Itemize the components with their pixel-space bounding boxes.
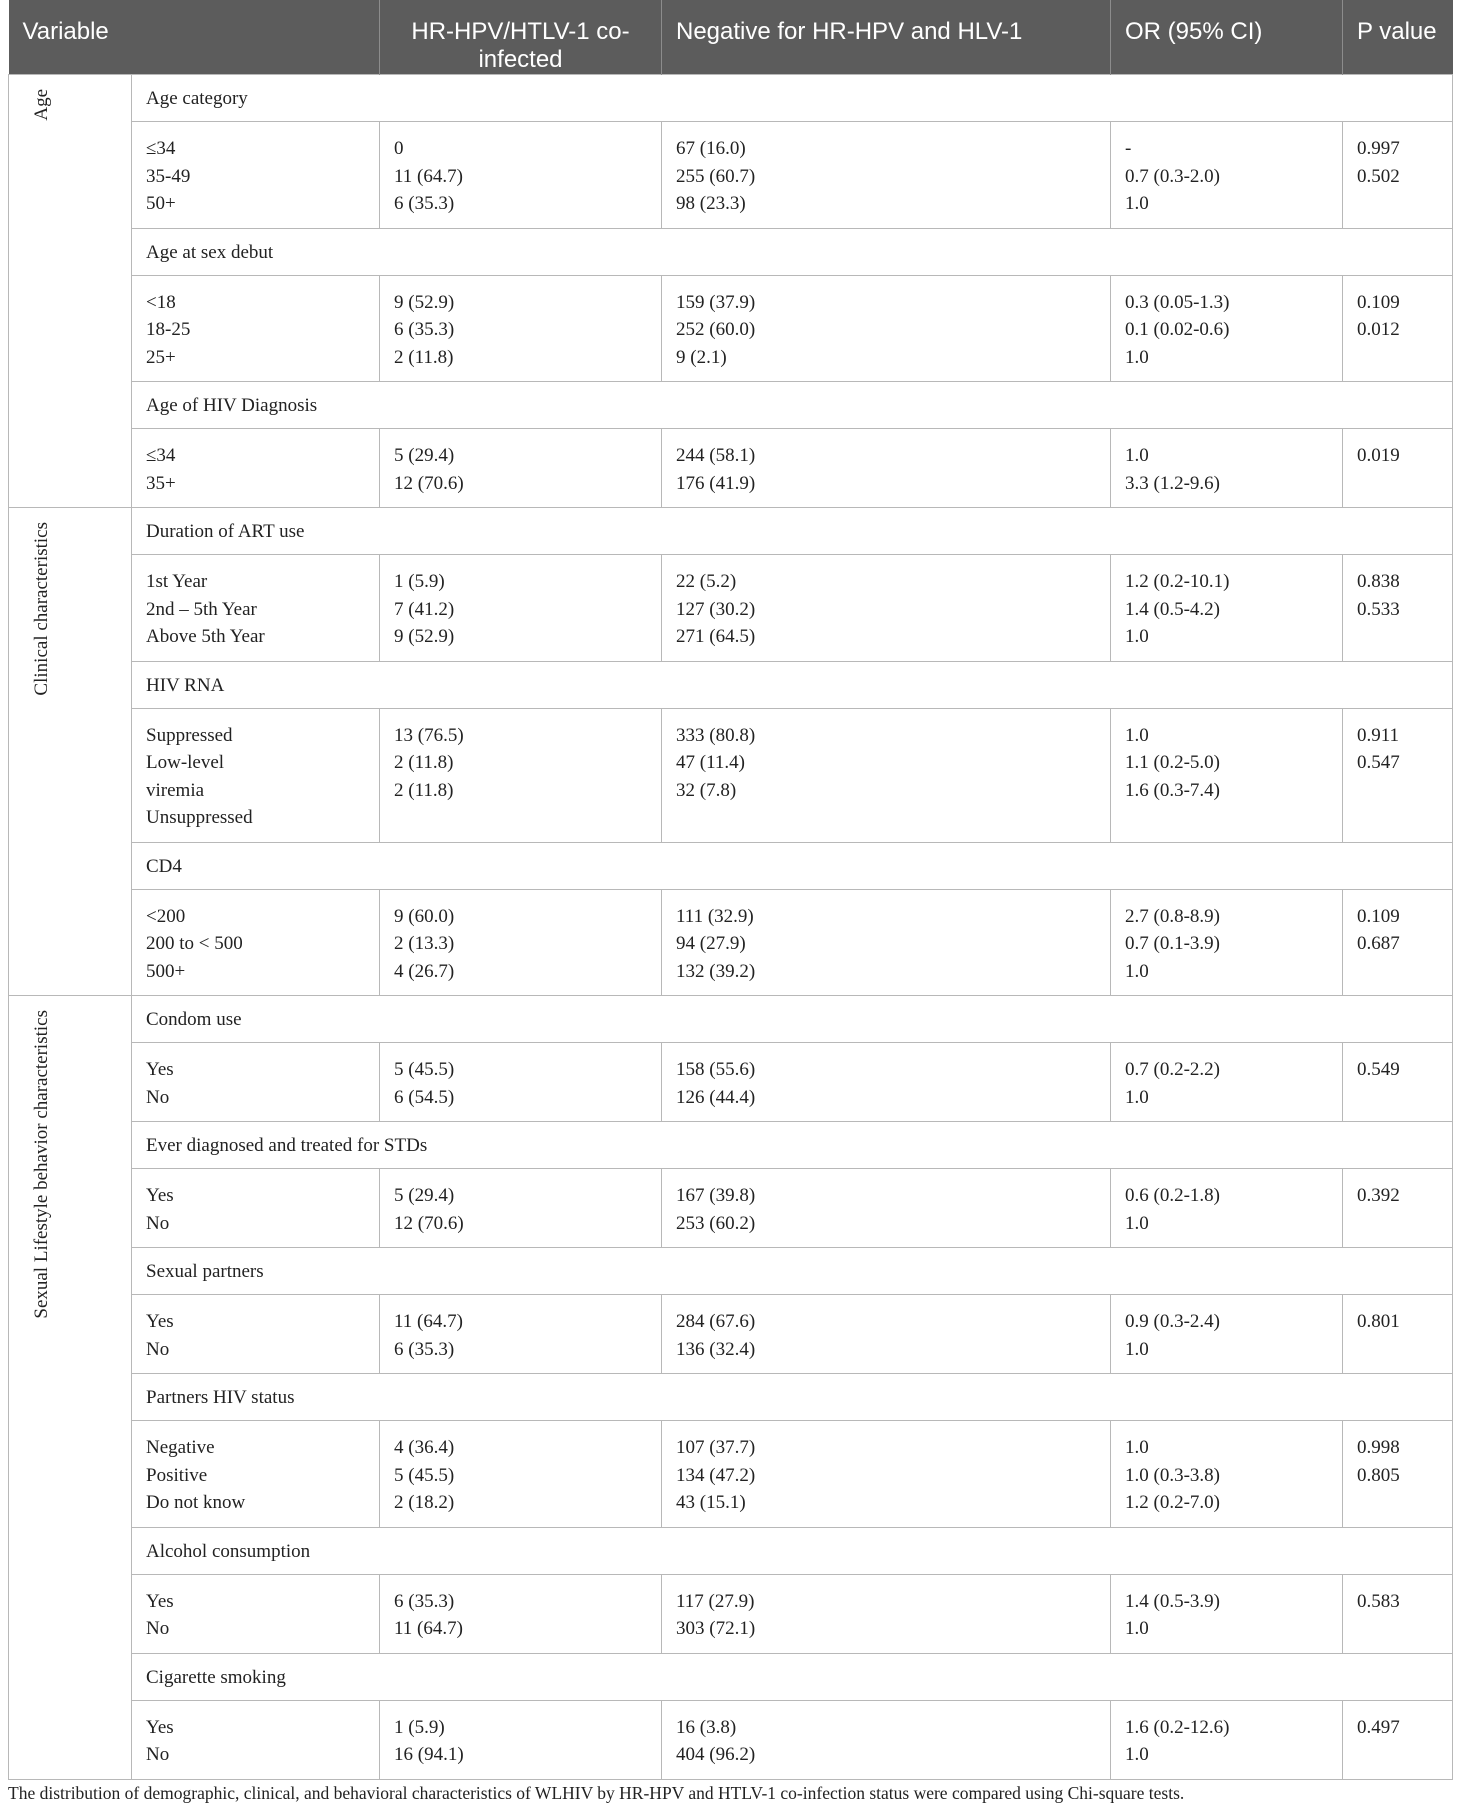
or-cell xyxy=(1111,555,1343,662)
table-value: <18 xyxy=(146,291,176,313)
table-value: 2 (11.8) xyxy=(394,346,454,368)
p-value-cell xyxy=(1343,708,1453,842)
table-value: No xyxy=(146,1618,170,1639)
section-label: Age xyxy=(31,89,52,121)
table-value: 12 (70.6) xyxy=(394,472,464,494)
table-value: 2.7 (0.8-8.9) xyxy=(1125,905,1220,927)
table-value: 9 (60.0) xyxy=(394,905,455,927)
p-value-cell xyxy=(1343,1574,1453,1653)
co-infected-cell xyxy=(380,889,662,996)
table-value xyxy=(1357,777,1438,805)
p-value-cell xyxy=(1343,1295,1453,1374)
header-variable: Variable xyxy=(9,0,380,75)
table-value: 5 (29.4) xyxy=(394,1185,455,1206)
group-values-row xyxy=(9,1421,1453,1528)
table-value xyxy=(1357,804,1438,832)
table-value: 4 (36.4) xyxy=(394,1437,455,1458)
co-infected-cell xyxy=(380,1421,662,1528)
group-title: Duration of ART use xyxy=(132,508,1453,555)
group-values-row xyxy=(9,429,1453,508)
table-value: 167 (39.8) xyxy=(676,1185,756,1206)
table-value: viremia xyxy=(146,779,205,801)
category-cell xyxy=(132,1700,380,1779)
table-value: Unsuppressed xyxy=(146,807,253,828)
or-cell xyxy=(1111,275,1343,382)
table-value: 176 (41.9) xyxy=(676,472,756,494)
table-value: 1.0 xyxy=(1125,445,1149,466)
table-value: 271 (64.5) xyxy=(676,626,756,647)
table-value xyxy=(1357,1489,1438,1517)
table-footnote: The distribution of demographic, clinical, and behavioral characteristics of WLHIV by HR-HPV and HTLV-1 co-infection status were compared using Chi-square tests. xyxy=(8,1783,1185,1803)
table-value: 1.0 xyxy=(1125,724,1149,746)
category-cell xyxy=(132,1421,380,1528)
table-value: 1.0 xyxy=(1125,193,1149,214)
table-value: 1.0 xyxy=(1125,1338,1149,1360)
table-value: 0.9 (0.3-2.4) xyxy=(1125,1311,1220,1332)
table-value: 98 (23.3) xyxy=(676,193,746,214)
table-value: 126 (44.4) xyxy=(676,1086,756,1108)
table-header-row xyxy=(9,0,1453,75)
table-value: 9 (2.1) xyxy=(676,346,727,368)
group-title: Partners HIV status xyxy=(132,1374,1453,1421)
table-value: 1.0 xyxy=(1125,1744,1149,1765)
p-value-cell xyxy=(1343,555,1453,662)
group-values-row xyxy=(9,275,1453,382)
table-value: Yes xyxy=(146,1185,174,1206)
table-value: 0.998 xyxy=(1357,1437,1400,1458)
negative-cell xyxy=(662,275,1111,382)
table-value: 0.533 xyxy=(1357,598,1400,620)
table-value: 11 (64.7) xyxy=(394,1618,463,1639)
p-value-cell xyxy=(1343,275,1453,382)
table-value: 0.997 xyxy=(1357,138,1400,159)
table-value: 107 (37.7) xyxy=(676,1437,756,1458)
table-value: 0.583 xyxy=(1357,1590,1400,1612)
header-negative: Negative for HR-HPV and HLV-1 xyxy=(662,0,1111,75)
group-values-row xyxy=(9,708,1453,842)
negative-cell xyxy=(662,1574,1111,1653)
section-label-cell xyxy=(9,508,132,996)
table-value: 1.0 xyxy=(1125,1212,1149,1234)
table-value xyxy=(394,804,647,832)
p-value-cell xyxy=(1343,1421,1453,1528)
table-value: 1.0 xyxy=(1125,1086,1149,1108)
negative-cell xyxy=(662,708,1111,842)
table-value: 18-25 xyxy=(146,319,191,340)
table-value: 0.549 xyxy=(1357,1059,1400,1080)
table-value: 0.911 xyxy=(1357,724,1400,746)
table-value: 333 (80.8) xyxy=(676,724,756,746)
table-value: 0.7 (0.3-2.0) xyxy=(1125,165,1220,187)
or-cell xyxy=(1111,1295,1343,1374)
table-value: 2 (13.3) xyxy=(394,933,455,954)
group-title-row xyxy=(9,75,1453,122)
table-value xyxy=(1357,1336,1438,1364)
group-title-row xyxy=(9,382,1453,429)
table-value: 1.0 xyxy=(1125,1618,1149,1639)
p-value-cell xyxy=(1343,1169,1453,1248)
table-value xyxy=(1357,190,1438,218)
p-value-cell xyxy=(1343,1043,1453,1122)
table-value: 11 (64.7) xyxy=(394,165,463,187)
or-cell xyxy=(1111,429,1343,508)
table-value: 13 (76.5) xyxy=(394,724,464,746)
co-infected-cell xyxy=(380,1043,662,1122)
table-value: 35+ xyxy=(146,472,176,494)
group-title: Condom use xyxy=(132,996,1453,1043)
table-value: 252 (60.0) xyxy=(676,319,756,340)
table-value: 127 (30.2) xyxy=(676,598,756,620)
table-value: 5 (29.4) xyxy=(394,445,455,466)
table-value: 4 (26.7) xyxy=(394,960,455,982)
table-value: 35-49 xyxy=(146,165,191,187)
table-value: 5 (45.5) xyxy=(394,1464,455,1486)
or-cell xyxy=(1111,1574,1343,1653)
co-infected-cell xyxy=(380,275,662,382)
table-value: 0.497 xyxy=(1357,1716,1400,1738)
table-value: 253 (60.2) xyxy=(676,1212,756,1234)
or-cell xyxy=(1111,708,1343,842)
table-value: Low-level xyxy=(146,752,225,773)
table-value: 0.109 xyxy=(1357,905,1400,927)
table-value: 32 (7.8) xyxy=(676,779,737,801)
table-value: 6 (54.5) xyxy=(394,1086,455,1108)
results-table-container xyxy=(8,0,1452,1780)
category-cell xyxy=(132,275,380,382)
table-value: 0.7 (0.1-3.9) xyxy=(1125,933,1220,954)
section-label-cell xyxy=(9,996,132,1780)
category-cell xyxy=(132,708,380,842)
group-values-row xyxy=(9,1295,1453,1374)
table-value: 2nd – 5th Year xyxy=(146,598,257,620)
or-cell xyxy=(1111,1043,1343,1122)
table-value: 0.838 xyxy=(1357,571,1400,592)
table-value: 158 (55.6) xyxy=(676,1059,756,1080)
table-value xyxy=(1357,958,1438,986)
negative-cell xyxy=(662,122,1111,229)
table-value: 2 (11.8) xyxy=(394,779,454,801)
table-value: 0.687 xyxy=(1357,933,1400,954)
table-value xyxy=(1357,1615,1438,1643)
group-title: Age at sex debut xyxy=(132,228,1453,275)
group-title-row xyxy=(9,1248,1453,1295)
table-value: 2 (18.2) xyxy=(394,1492,455,1513)
category-cell xyxy=(132,1169,380,1248)
group-values-row xyxy=(9,555,1453,662)
table-value: Yes xyxy=(146,1590,174,1612)
table-value xyxy=(1357,470,1438,498)
table-value xyxy=(1357,623,1438,651)
table-value: 1st Year xyxy=(146,571,208,592)
table-value: 1.2 (0.2-7.0) xyxy=(1125,1492,1220,1513)
group-title-row xyxy=(9,661,1453,708)
table-value: 43 (15.1) xyxy=(676,1492,746,1513)
table-value: Suppressed xyxy=(146,724,233,746)
section-label: Sexual Lifestyle behavior characteristics xyxy=(31,1010,52,1319)
co-infected-cell xyxy=(380,555,662,662)
table-value: 500+ xyxy=(146,960,186,982)
category-cell xyxy=(132,1295,380,1374)
table-value: 1.1 (0.2-5.0) xyxy=(1125,752,1220,773)
group-values-row xyxy=(9,889,1453,996)
co-infected-cell xyxy=(380,1574,662,1653)
table-value: Yes xyxy=(146,1059,174,1080)
table-value: 1.0 xyxy=(1125,1437,1149,1458)
table-value: 404 (96.2) xyxy=(676,1744,756,1765)
co-infected-cell xyxy=(380,1169,662,1248)
table-value xyxy=(1357,1084,1438,1112)
group-title-row xyxy=(9,842,1453,889)
table-value: 94 (27.9) xyxy=(676,933,746,954)
p-value-cell xyxy=(1343,429,1453,508)
co-infected-cell xyxy=(380,1295,662,1374)
group-title: Cigarette smoking xyxy=(132,1653,1453,1700)
category-cell xyxy=(132,555,380,662)
group-values-row xyxy=(9,1043,1453,1122)
table-value: 6 (35.3) xyxy=(394,193,455,214)
or-cell xyxy=(1111,122,1343,229)
table-value: No xyxy=(146,1744,170,1765)
table-value: 1.2 (0.2-10.1) xyxy=(1125,571,1230,592)
table-value: Positive xyxy=(146,1464,208,1486)
table-value: 1.4 (0.5-4.2) xyxy=(1125,598,1220,620)
group-title-row xyxy=(9,996,1453,1043)
table-value xyxy=(1125,804,1328,832)
group-values-row xyxy=(9,1574,1453,1653)
table-value: Yes xyxy=(146,1311,174,1332)
table-value: 0.012 xyxy=(1357,319,1400,340)
table-value: 7 (41.2) xyxy=(394,598,455,620)
negative-cell xyxy=(662,1295,1111,1374)
negative-cell xyxy=(662,429,1111,508)
table-value: Negative xyxy=(146,1437,215,1458)
p-value-cell xyxy=(1343,1700,1453,1779)
table-value: 255 (60.7) xyxy=(676,165,756,187)
group-title-row xyxy=(9,1653,1453,1700)
table-value: 244 (58.1) xyxy=(676,445,756,466)
table-value: 16 (94.1) xyxy=(394,1744,464,1765)
category-cell xyxy=(132,1043,380,1122)
co-infected-cell xyxy=(380,708,662,842)
table-value: 0.7 (0.2-2.2) xyxy=(1125,1059,1220,1080)
group-title: Age category xyxy=(132,75,1453,122)
section-label-cell xyxy=(9,75,132,508)
table-value: 117 (27.9) xyxy=(676,1590,755,1612)
header-co-infected: HR-HPV/HTLV-1 co-infected xyxy=(380,0,662,75)
negative-cell xyxy=(662,1421,1111,1528)
table-value: 0.1 (0.02-0.6) xyxy=(1125,319,1230,340)
table-value: Yes xyxy=(146,1716,174,1738)
table-value: 159 (37.9) xyxy=(676,291,756,313)
or-cell xyxy=(1111,1421,1343,1528)
table-value: 0.547 xyxy=(1357,752,1400,773)
table-value: ≤34 xyxy=(146,445,176,466)
group-title: Ever diagnosed and treated for STDs xyxy=(132,1122,1453,1169)
or-cell xyxy=(1111,889,1343,996)
table-value: Do not know xyxy=(146,1492,246,1513)
group-title-row xyxy=(9,1374,1453,1421)
table-value: 284 (67.6) xyxy=(676,1311,756,1332)
group-title-row xyxy=(9,508,1453,555)
p-value-cell xyxy=(1343,122,1453,229)
table-value: 0.3 (0.05-1.3) xyxy=(1125,291,1230,313)
category-cell xyxy=(132,889,380,996)
table-value: 25+ xyxy=(146,346,176,368)
category-cell xyxy=(132,429,380,508)
group-title: Age of HIV Diagnosis xyxy=(132,382,1453,429)
co-infected-cell xyxy=(380,429,662,508)
table-value: 9 (52.9) xyxy=(394,626,455,647)
table-value: 200 to < 500 xyxy=(146,933,243,954)
table-value: 132 (39.2) xyxy=(676,960,756,982)
table-body xyxy=(9,75,1453,1780)
table-value: 22 (5.2) xyxy=(676,571,737,592)
table-value: 1.6 (0.3-7.4) xyxy=(1125,779,1220,801)
table-value: 0.6 (0.2-1.8) xyxy=(1125,1185,1220,1206)
table-value: 6 (35.3) xyxy=(394,319,455,340)
table-value: 16 (3.8) xyxy=(676,1716,737,1738)
table-value: ≤34 xyxy=(146,138,176,159)
negative-cell xyxy=(662,1043,1111,1122)
table-value: No xyxy=(146,1086,170,1108)
table-value: 6 (35.3) xyxy=(394,1590,455,1612)
header-p-value: P value xyxy=(1343,0,1453,75)
table-value: 1.0 xyxy=(1125,346,1149,368)
category-cell xyxy=(132,1574,380,1653)
table-value: 3.3 (1.2-9.6) xyxy=(1125,472,1220,494)
table-value: Above 5th Year xyxy=(146,626,265,647)
p-value-cell xyxy=(1343,889,1453,996)
category-cell xyxy=(132,122,380,229)
group-values-row xyxy=(9,1700,1453,1779)
header-or: OR (95% CI) xyxy=(1111,0,1343,75)
table-value: 136 (32.4) xyxy=(676,1338,756,1360)
section-label: Clinical characteristics xyxy=(31,522,52,696)
table-value: 0.109 xyxy=(1357,291,1400,313)
negative-cell xyxy=(662,555,1111,662)
results-table xyxy=(8,0,1453,1780)
table-value: 0.392 xyxy=(1357,1185,1400,1206)
table-value xyxy=(1357,1210,1438,1238)
table-value: 0.019 xyxy=(1357,445,1400,466)
table-value: 111 (32.9) xyxy=(676,905,754,927)
table-value: 67 (16.0) xyxy=(676,138,746,159)
co-infected-cell xyxy=(380,122,662,229)
table-value: 1.0 xyxy=(1125,626,1149,647)
table-value: <200 xyxy=(146,905,186,927)
table-value xyxy=(1357,344,1438,372)
table-value: 12 (70.6) xyxy=(394,1212,464,1234)
table-value: 6 (35.3) xyxy=(394,1338,455,1360)
group-title: HIV RNA xyxy=(132,661,1453,708)
table-value: No xyxy=(146,1338,170,1360)
group-title-row xyxy=(9,1527,1453,1574)
table-value: 0.801 xyxy=(1357,1311,1400,1332)
table-value: 5 (45.5) xyxy=(394,1059,455,1080)
group-values-row xyxy=(9,1169,1453,1248)
group-title: Sexual partners xyxy=(132,1248,1453,1295)
or-cell xyxy=(1111,1700,1343,1779)
group-values-row xyxy=(9,122,1453,229)
table-value: 1.4 (0.5-3.9) xyxy=(1125,1590,1220,1612)
table-value: No xyxy=(146,1212,170,1234)
table-value: - xyxy=(1125,138,1132,159)
table-value: 1.0 xyxy=(1125,960,1149,982)
table-value: 1.0 (0.3-3.8) xyxy=(1125,1464,1220,1486)
or-cell xyxy=(1111,1169,1343,1248)
table-value: 303 (72.1) xyxy=(676,1618,756,1639)
table-value: 1 (5.9) xyxy=(394,571,445,592)
table-value: 0 xyxy=(394,138,404,159)
group-title-row xyxy=(9,1122,1453,1169)
negative-cell xyxy=(662,889,1111,996)
table-value xyxy=(1357,1741,1438,1769)
group-title: CD4 xyxy=(132,842,1453,889)
co-infected-cell xyxy=(380,1700,662,1779)
table-value: 11 (64.7) xyxy=(394,1311,463,1332)
table-value: 1.6 (0.2-12.6) xyxy=(1125,1716,1230,1738)
negative-cell xyxy=(662,1700,1111,1779)
table-value: 2 (11.8) xyxy=(394,752,454,773)
group-title-row xyxy=(9,228,1453,275)
table-value xyxy=(676,804,1096,832)
table-value: 47 (11.4) xyxy=(676,752,745,773)
table-value: 0.502 xyxy=(1357,165,1400,187)
group-title: Alcohol consumption xyxy=(132,1527,1453,1574)
table-value: 1 (5.9) xyxy=(394,1716,445,1738)
negative-cell xyxy=(662,1169,1111,1248)
table-value: 0.805 xyxy=(1357,1464,1400,1486)
table-value: 9 (52.9) xyxy=(394,291,455,313)
table-value: 50+ xyxy=(146,193,176,214)
table-value: 134 (47.2) xyxy=(676,1464,756,1486)
